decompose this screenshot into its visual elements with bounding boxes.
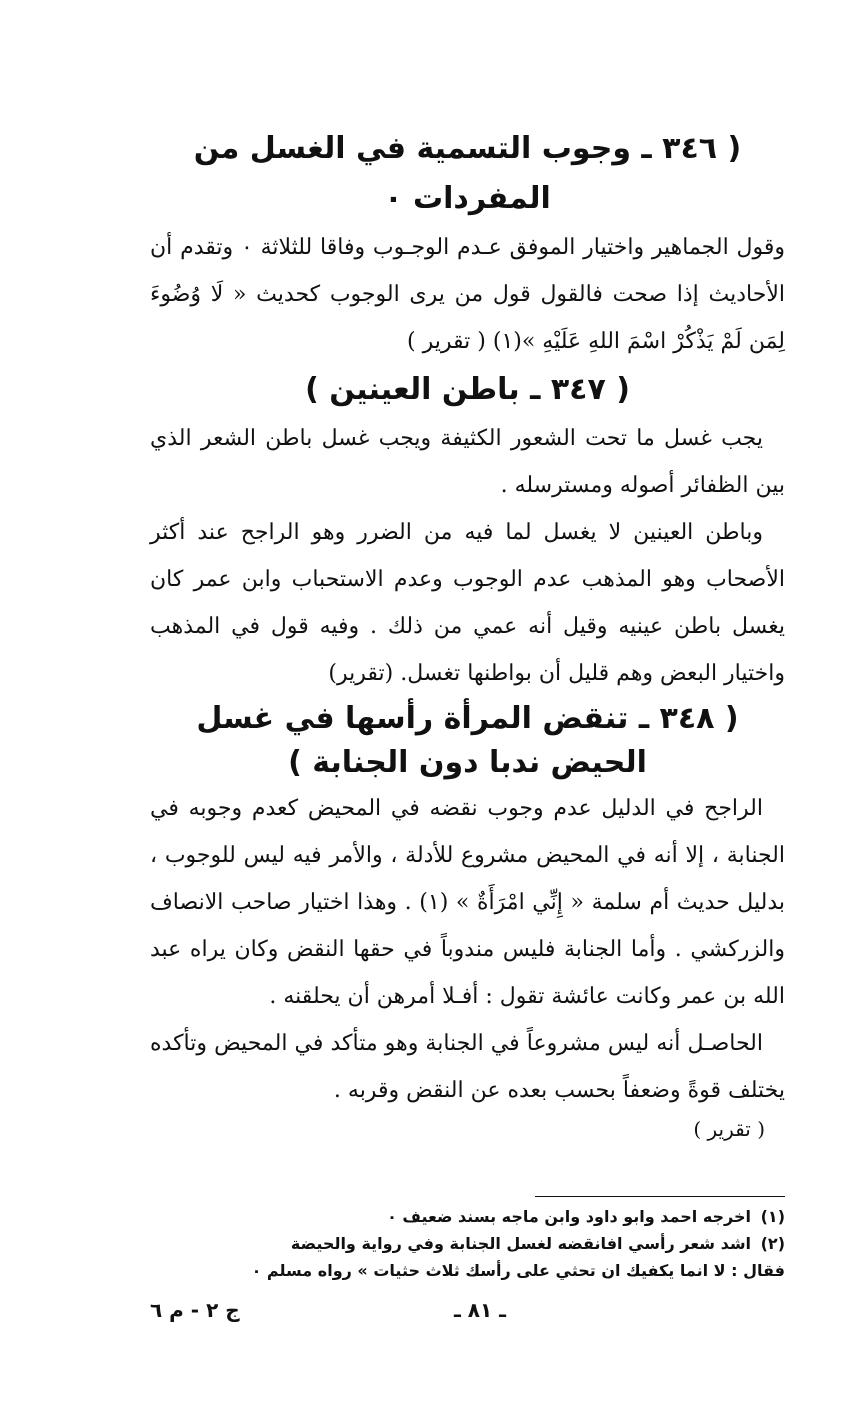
section-paragraph-348-a: الراجح في الدليل عدم وجوب نقضه في المحيض كعدم وجوبه في الجنابة ، إلا أنه في المحيض مشروع للأدلة ، والأمر فيه ليس للوجوب ، بدليل حديث أم سلمة « إِنِّي امْرَأَةٌ » (١) . وهذا اختيار صاحب الانصاف والزركشي . وأما الجنابة فليس مندوباً في حقها النقض وكان يراه عبد الله بن عمر وكانت عائشة تقول : أفـلا أمرهن أن يحلقنه . — [150, 796, 785, 1009]
section-heading-346: ( ٣٤٦ ـ وجوب التسمية في الغسل من المفردات ٠ — [193, 131, 742, 216]
footnote-2-text: اشد شعر رأسي افانقضه لغسل الجنابة وفي رواية والحيضة — [290, 1234, 752, 1253]
page-body — [150, 118, 785, 1144]
footnote-2-continuation: فقال : لا انما يكفيك ان تحثي على رأسك ثلاث حثيات » رواه مسلم ٠ — [251, 1261, 785, 1280]
footnote-2-marker: (٢) — [760, 1234, 785, 1253]
section-paragraph-348-b: الحاصـل أنه ليس مشروعاً في الجنابة وهو متأكد في المحيض وتأكده يختلف قوةً وضعفاً بحسب بعده عن النقض وقربه . — [150, 1031, 785, 1103]
footnote-2 — [135, 1230, 785, 1257]
section-paragraph-347-a: يجب غسل ما تحت الشعور الكثيفة ويجب غسل باطن الشعر الذي بين الظفائر أصوله ومسترسله . — [150, 426, 785, 498]
section-heading-348: ( ٣٤٨ ـ تنقض المرأة رأسها في غسل الحيض ندبا دون الجنابة ) — [196, 701, 739, 780]
footnote-1-text: اخرجه احمد وابو داود وابن ماجه بسند ضعيف ٠ — [387, 1207, 752, 1226]
footnote-1 — [135, 1203, 785, 1230]
section-paragraph-346: وقول الجماهير واختيار الموفق عـدم الوجـوب وفاقا للثلاثة ٠ وتقدم أن الأحاديث إذا صحت فالقول قول من يرى الوجوب كحديث « لَا وُضُوءَ لِمَن لَمْ يَذْكُرْ اسْمَ اللهِ عَلَيْهِ »(١) ( تقرير ) — [150, 235, 785, 354]
footnote-1-marker: (١) — [760, 1207, 785, 1226]
page-number: ـ ٨١ ـ — [453, 1298, 507, 1322]
footnote-divider — [535, 1196, 785, 1197]
printer-signature: ج ٢ - م ٦ — [150, 1298, 240, 1322]
footnotes — [135, 1196, 785, 1284]
section-tag-348: ( تقرير ) — [693, 1117, 765, 1141]
page-footer — [150, 1298, 785, 1338]
section-heading-347: ( ٣٤٧ ـ باطن العينين ) — [305, 372, 630, 407]
section-paragraph-347-b: وباطن العينين لا يغسل لما فيه من الضرر وهو الراجح عند أكثر الأصحاب وهو المذهب عدم الوجوب وعدم الاستحباب وابن عمر كان يغسل باطن عينيه وقيل أنه عمي من ذلك . وفيه قول في المذهب واختيار البعض وهم قليل أن بواطنها تغسل. (تقرير) — [150, 520, 785, 686]
